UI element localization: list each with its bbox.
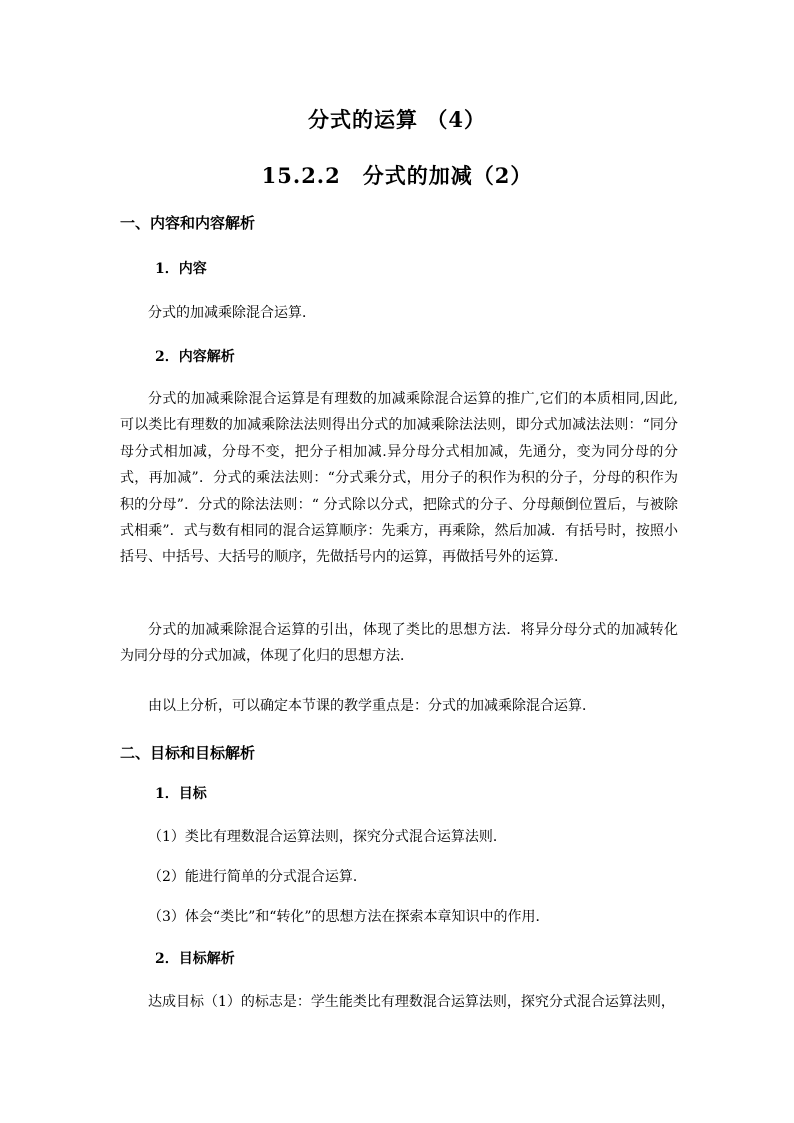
goal-3: （3）体会“类比”和“转化”的思想方法在探索本章知识中的作用． (148, 909, 550, 925)
section-1-item-1-text: 分式的加减乘除混合运算． (148, 305, 316, 321)
goal-2: （2）能进行简单的分式混合运算． (148, 869, 367, 885)
section-2-item-2-heading: 2．目标解析 (155, 951, 235, 967)
section-1-item-2-paragraph-2: 分式的加减乘除混合运算的引出，体现了类比的思想方法．将异分母分式的加减转化为同分母的分式加减，体现了化归的思想方法． (120, 622, 678, 665)
page-title: 分式的运算 （4） (308, 107, 486, 132)
section-1-item-2-paragraph-3: 由以上分析，可以确定本节课的教学重点是：分式的加减乘除混合运算． (148, 698, 596, 714)
section-2-item-1-heading: 1．目标 (155, 786, 207, 802)
section-1-item-1-heading: 1．内容 (155, 261, 207, 277)
section-1-item-2-heading: 2．内容解析 (155, 349, 235, 365)
goal-1: （1）类比有理数混合运算法则，探究分式混合运算法则． (148, 829, 507, 845)
page-subtitle: 15.2.2 分式的加减（2） (261, 163, 533, 188)
section-2-heading: 二、目标和目标解析 (120, 744, 256, 762)
section-1-item-2-paragraph-1: 分式的加减乘除混合运算是有理数的加减乘除混合运算的推广,它们的本质相同,因此,可以类比有理数的加减乘除法法则得出分式的加减乘除法法则，即分式加减法法则：“同分母分式相加减，分母不变，把分子相加减.异分母分式相加减，先通分，变为同分母的分式，再加减”．分式的乘法法则：“分式乘分式，用分子的积作为积的分子，分母的积作为积的分母”．分式的除法法则：“ 分式除以分式，把除式的分子、分母颠倒位置后，与被除式相乘”．式与数有相同的混合运算顺序：先乘方，再乘除，然后加减．有括号时，按照小括号、中括号、大括号的顺序，先做括号内的运算，再做括号外的运算． (120, 391, 678, 566)
section-1-heading: 一、内容和内容解析 (120, 214, 256, 232)
section-2-item-2-text: 达成目标（1）的标志是：学生能类比有理数混合运算法则，探究分式混合运算法则， (148, 994, 675, 1010)
